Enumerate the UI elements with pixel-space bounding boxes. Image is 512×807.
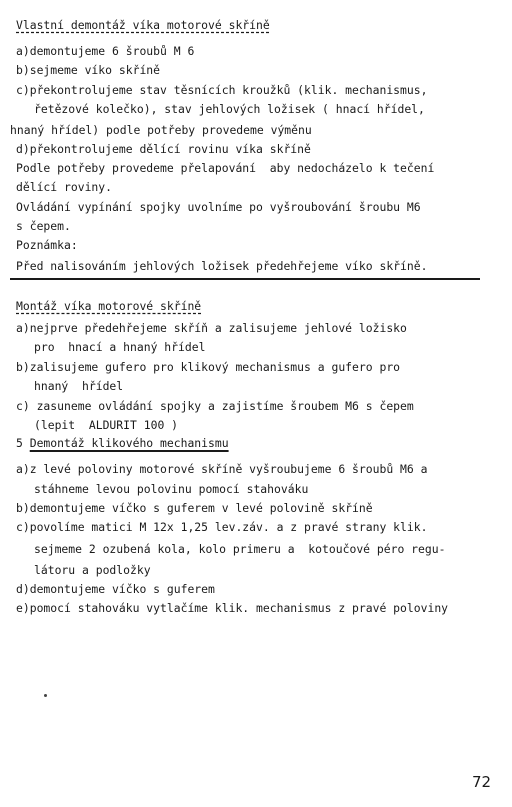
step-line: d)překontrolujeme dělící rovinu víka skříně [16,142,311,156]
step-line: b)zalisujeme gufero pro klikový mechanismus a gufero pro [16,360,401,374]
step-line: a)nejprve předehřejeme skříň a zalisujeme jehlové ložisko [16,321,407,335]
step-line: b)demontujeme víčko s guferem v levé polovině skříně [16,501,373,515]
note-text: Před nalisováním jehlových ložisek předehřejeme víko skříně. [16,259,428,273]
section-number: 5 [16,436,23,450]
section-heading-crank-disassembly [16,434,229,453]
scan-speck [44,694,47,697]
step-line: hnaný hřídel) podle potřeby provedeme výměnu [10,123,312,137]
page-number: 72 [472,773,492,791]
section-heading-cover-assembly: Montáž víka motorové skříně [16,299,202,313]
step-line: c) zasuneme ovládání spojky a zajistíme šroubem M6 s čepem [16,399,414,413]
step-line: c)povolíme matici M 12x 1,25 lev.záv. a z pravé strany klik. [16,520,428,534]
section-heading-cover-disassembly: Vlastní demontáž víka motorové skříně [16,18,270,32]
text-line: dělící roviny. [16,180,113,194]
step-line: stáhneme levou polovinu pomocí stahováku [34,482,309,496]
step-line: a)demontujeme 6 šroubů M 6 [16,44,195,58]
step-line: pro hnací a hnaný hřídel [34,340,206,354]
step-line: (lepit ALDURIT 100 ) [34,418,179,432]
text-line: s čepem. [16,219,71,233]
section-divider [10,278,480,280]
step-line: d)demontujeme víčko s guferem [16,582,215,596]
step-line: a)z levé poloviny motorové skříně vyšroubujeme 6 šroubů M6 a [16,462,428,476]
step-line: e)pomocí stahováku vytlačíme klik. mechanismus z pravé poloviny [16,601,449,615]
step-line: b)sejmeme víko skříně [16,63,161,77]
step-line: c)překontrolujeme stav těsnících kroužků (klik. mechanismus, [16,83,428,97]
step-line: sejmeme 2 ozubená kola, kolo primeru a kotoučové péro regu- [34,542,446,556]
text-line: Podle potřeby provedeme přelapování aby nedocházelo k tečení [16,161,435,175]
note-label: Poznámka: [16,238,78,252]
step-line: řetězové kolečko), stav jehlových ložisek ( hnací hřídel, [34,102,425,116]
step-line: látoru a podložky [34,563,151,577]
text-line: Ovládání vypínání spojky uvolníme po vyšroubování šroubu M6 [16,200,421,214]
step-line: hnaný hřídel [34,379,124,393]
section-title: Demontáž klikového mechanismu [29,436,229,450]
